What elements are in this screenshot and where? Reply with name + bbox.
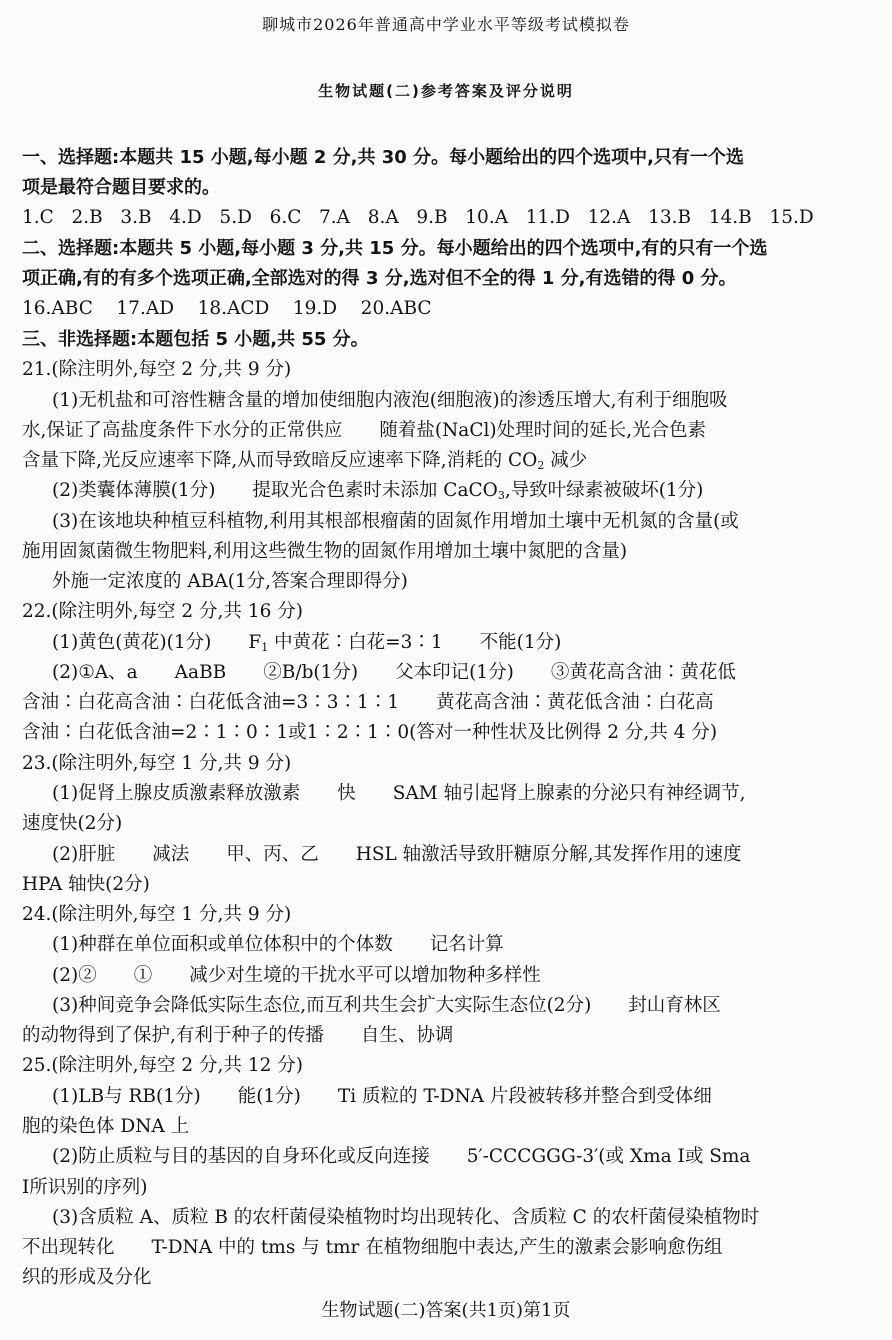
section2-answers (22, 294, 432, 324)
answer-item: 3.B (120, 207, 152, 228)
section1-heading-line1: 一、选择题:本题共 15 小题,每小题 2 分,共 30 分。每小题给出的四个选项中,只有一个选 (22, 147, 744, 168)
q25-line: 织的形成及分化 (22, 1267, 152, 1288)
q22-line: (2)①A、a AaBB ②B/b(1分) 父本印记(1分) ③黄花高含油∶黄花低 (52, 662, 736, 683)
answer-item: 12.A (587, 207, 631, 228)
q21-line: 水,保证了高盐度条件下水分的正常供应 随着盐(NaCl)处理时间的延长,光合色素 (22, 420, 706, 441)
q22-line: (1)黄色(黄花)(1分) $F_1$ 中黄花∶白花=3∶1 不能(1分) (52, 632, 562, 654)
q21-line: 施用固氮菌微生物肥料,利用这些微生物的固氮作用增加土壤中氮肥的含量) (22, 541, 628, 562)
q22-line: 含油∶白花高含油∶白花低含油=3∶3∶1∶1 黄花高含油∶黄花低含油∶白花高 (22, 692, 714, 713)
q21-heading: 21.(除注明外,每空 2 分,共 9 分) (22, 359, 292, 380)
answer-item: 19.D (292, 298, 338, 319)
answer-item: 10.A (465, 207, 509, 228)
q24-line: 的动物得到了保护,有利于种子的传播 自生、协调 (22, 1025, 454, 1046)
q24-line: (1)种群在单位面积或单位体积中的个体数 记名计算 (52, 934, 504, 955)
answer-item: 4.D (169, 207, 202, 228)
section2-heading-line1: 二、选择题:本题共 5 小题,每小题 3 分,共 15 分。每小题给出的四个选项中,有的只有一个选 (22, 238, 768, 259)
q21-line: 含量下降,光反应速率下降,从而导致暗反应速率下降,消耗的 $CO_2$ 减少 (22, 450, 588, 472)
q25-line: (1)LB与 RB(1分) 能(1分) Ti 质粒的 T-DNA 片段被转移并整合到受体细 (52, 1086, 712, 1107)
q25-line: (2)防止质粒与目的基因的自身环化或反向连接 5′-CCCGGG-3′(或 Xma Ⅰ或 Sma (52, 1146, 751, 1167)
q25-heading: 25.(除注明外,每空 2 分,共 12 分) (22, 1055, 303, 1076)
section1-answers (22, 203, 814, 233)
answer-item: 18.ACD (197, 298, 270, 319)
q21-line: (3)在该地块种植豆科植物,利用其根部根瘤菌的固氮作用增加土壤中无机氮的含量(或 (52, 511, 739, 532)
answer-item: 8.A (367, 207, 399, 228)
q21-line: (1)无机盐和可溶性糖含量的增加使细胞内液泡(细胞液)的渗透压增大,有利于细胞吸 (52, 390, 728, 411)
q24-line: (2)② ① 减少对生境的干扰水平可以增加物种多样性 (52, 965, 541, 986)
answer-item: 7.A (319, 207, 351, 228)
answer-item: 14.B (708, 207, 752, 228)
q25-line: Ⅰ所识别的序列) (22, 1177, 148, 1198)
answer-item: 5.D (219, 207, 252, 228)
q23-line: HPA 轴快(2分) (22, 874, 150, 895)
q23-line: (2)肝脏 减法 甲、丙、乙 HSL 轴激活导致肝糖原分解,其发挥作用的速度 (52, 844, 742, 865)
answer-item: 2.B (71, 207, 103, 228)
section1-heading-line2: 项是最符合题目要求的。 (22, 177, 220, 198)
answer-item: 6.C (269, 207, 302, 228)
q21-line: (2)类囊体薄膜(1分) 提取光合色素时未添加 CaCO$_3$,导致叶绿素被破坏(1分) (52, 480, 704, 502)
q24-line: (3)种间竞争会降低实际生态位,而互利共生会扩大实际生态位(2分) 封山育林区 (52, 995, 721, 1016)
q23-line: (1)促肾上腺皮质激素释放激素 快 SAM 轴引起肾上腺素的分泌只有神经调节, (52, 783, 746, 804)
answer-item: 11.D (525, 207, 570, 228)
exam-title: 聊城市2026年普通高中学业水平等级考试模拟卷 (262, 15, 630, 34)
q23-heading: 23.(除注明外,每空 1 分,共 9 分) (22, 753, 292, 774)
q22-heading: 22.(除注明外,每空 2 分,共 16 分) (22, 601, 303, 622)
answer-item: 9.B (416, 207, 448, 228)
q25-line: 胞的染色体 DNA 上 (22, 1116, 190, 1137)
q23-line: 速度快(2分) (22, 813, 123, 834)
exam-subtitle: 生物试题(二)参考答案及评分说明 (318, 82, 574, 100)
answer-item: 15.D (769, 207, 814, 228)
q24-heading: 24.(除注明外,每空 1 分,共 9 分) (22, 904, 292, 925)
section2-heading-line2: 项正确,有的有多个选项正确,全部选对的得 3 分,选对但不全的得 1 分,有选错的得 0 分。 (22, 268, 737, 289)
q21-line: 外施一定浓度的 ABA(1分,答案合理即得分) (52, 571, 408, 592)
section3-heading: 三、非选择题:本题包括 5 小题,共 55 分。 (22, 329, 369, 350)
q25-line: 不出现转化 T-DNA 中的 tms 与 tmr 在植物细胞中表达,产生的激素会影响愈伤组 (22, 1237, 723, 1258)
page-footer: 生物试题(二)答案(共1页)第1页 (321, 1300, 571, 1321)
answer-item: 13.B (648, 207, 692, 228)
q22-line: 含油∶白花低含油=2∶1∶0∶1或1∶2∶1∶0(答对一种性状及比例得 2 分,共 4 分) (22, 722, 718, 743)
answer-item: 20.ABC (360, 298, 432, 319)
q25-line: (3)含质粒 A、质粒 B 的农杆菌侵染植物时均出现转化、含质粒 C 的农杆菌侵染植物时 (52, 1207, 760, 1228)
answer-item: 16.ABC (22, 298, 93, 319)
answer-item: 17.AD (116, 298, 175, 319)
answer-item: 1.C (22, 207, 54, 228)
